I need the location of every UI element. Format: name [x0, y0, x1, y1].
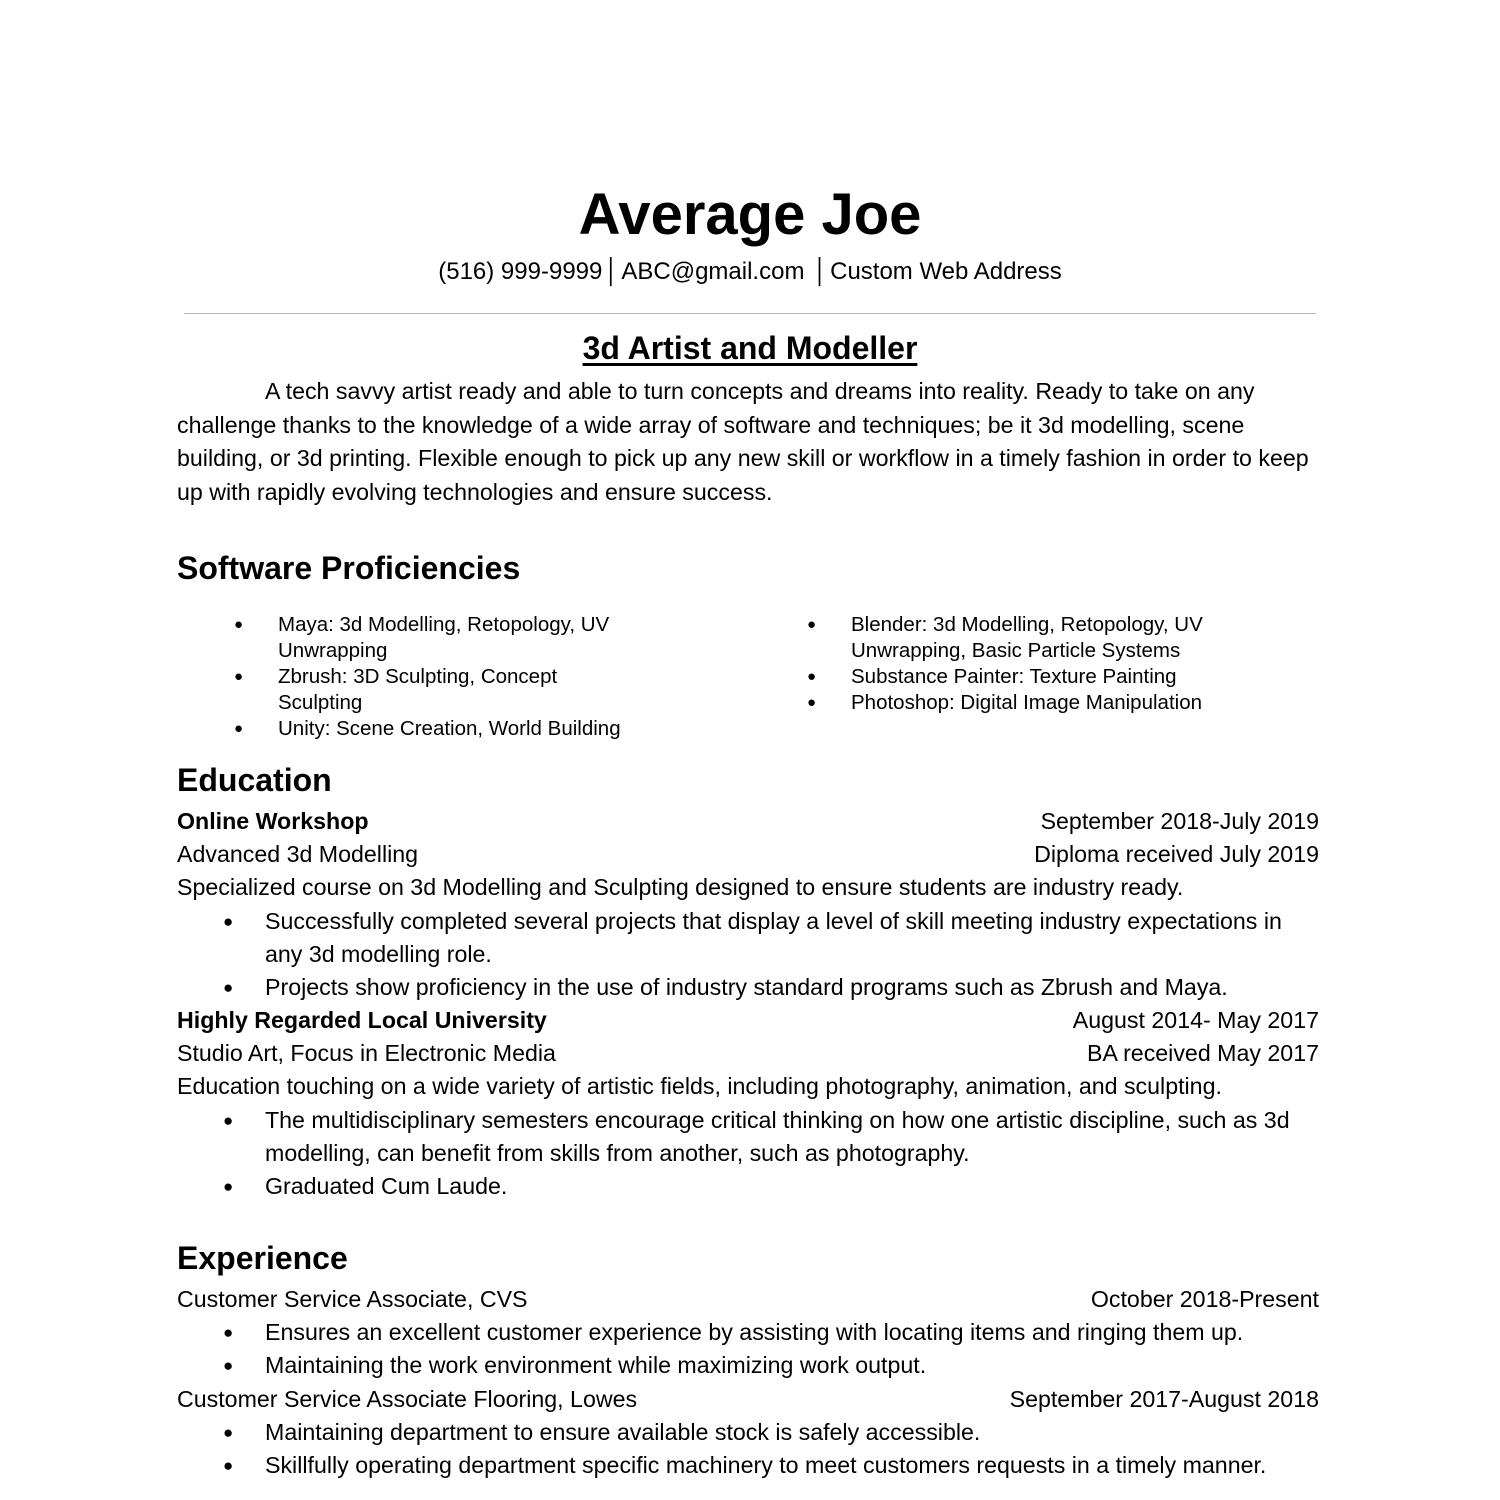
education-header-row — [177, 1004, 1319, 1037]
experience-header-row — [177, 1283, 1319, 1316]
job-dates: October 2018-Present — [1090, 1286, 1319, 1312]
experience-entry — [177, 1383, 1319, 1483]
education-entry — [177, 805, 1319, 1004]
skill-item: ● Unity: Scene Creation, World Building — [234, 716, 634, 742]
experience-bullets — [177, 1316, 1319, 1382]
job-title: 3d Artist and Modeller — [582, 330, 918, 366]
skill-item: ● Zbrush: 3D Sculpting, Concept Sculpting — [234, 664, 634, 716]
credential: BA received May 2017 — [1086, 1040, 1319, 1067]
program-name: Studio Art, Focus in Electronic Media — [177, 1040, 556, 1067]
job-role: Customer Service Associate, CVS — [177, 1286, 528, 1312]
header-divider — [184, 313, 1316, 314]
bullet-item: ● The multidisciplinary semesters encourage critical thinking on how one artistic discipline, such as 3d modelling, can benefit from skills from another, such as photography. — [177, 1104, 1319, 1170]
experience-bullets — [177, 1416, 1319, 1482]
credential: Diploma received July 2019 — [1034, 841, 1319, 868]
education-entry — [177, 1004, 1319, 1203]
contact-separator: │ — [604, 258, 620, 285]
contact-line — [0, 256, 1500, 288]
institution-name: Highly Regarded Local University — [177, 1007, 547, 1033]
education-header-row — [177, 805, 1319, 838]
program-name: Advanced 3d Modelling — [177, 841, 419, 868]
software-skill-list — [177, 612, 1323, 742]
experience-entry — [177, 1283, 1319, 1383]
education-description: Specialized course on 3d Modelling and Sculpting designed to ensure students are industry ready. — [177, 874, 1184, 901]
education-dates: August 2014- May 2017 — [1072, 1007, 1319, 1033]
education-program-row — [177, 838, 1319, 871]
bullet-item: ● Projects show proficiency in the use of industry standard programs such as Zbrush and Maya. — [177, 971, 1319, 1004]
education-description: Education touching on a wide variety of artistic fields, including photography, animation, and sculpting. — [177, 1073, 1222, 1100]
education-bullets — [177, 905, 1319, 1005]
software-heading: Software Proficiencies — [177, 550, 521, 586]
phone-number: (516) 999-9999 — [438, 258, 603, 285]
candidate-name: Average Joe — [578, 182, 922, 247]
bullet-item: ● Maintaining department to ensure available stock is safely accessible. — [177, 1416, 1319, 1449]
summary-paragraph: A tech savvy artist ready and able to turn concepts and dreams into reality. Ready to take on any challenge thanks to the knowledge of a wide array of software and techniques; be it 3d modelling, scene building, or 3d printing. Flexible enough to pick up any new skill or workflow in a timely fashion in order to keep up with rapidly evolving technologies and ensure success. — [177, 378, 1309, 505]
bullet-item: ● Graduated Cum Laude. — [177, 1170, 1319, 1203]
skill-item: ● Photoshop: Digital Image Manipulation — [807, 690, 1217, 716]
email-address: ABC@gmail.com — [621, 258, 805, 285]
experience-heading: Experience — [177, 1240, 348, 1276]
skill-column-right — [752, 612, 1323, 742]
job-role: Customer Service Associate Flooring, Lowes — [177, 1386, 638, 1412]
bullet-item: ● Ensures an excellent customer experience by assisting with locating items and ringing them up. — [177, 1316, 1319, 1349]
skill-item: ● Maya: 3d Modelling, Retopology, UV Unwrapping — [234, 612, 634, 664]
institution-name: Online Workshop — [177, 808, 369, 834]
education-bullets — [177, 1104, 1319, 1204]
skill-item: ● Substance Painter: Texture Painting — [807, 664, 1217, 690]
education-program-row — [177, 1037, 1319, 1070]
job-dates: September 2017-August 2018 — [1009, 1386, 1319, 1412]
bullet-item: ● Skillfully operating department specific machinery to meet customers requests in a timely manner. — [177, 1449, 1319, 1482]
website-address: Custom Web Address — [830, 258, 1062, 285]
experience-header-row — [177, 1383, 1319, 1416]
education-heading: Education — [177, 762, 332, 798]
bullet-item: ● Successfully completed several projects that display a level of skill meeting industry expectations in any 3d modelling role. — [177, 905, 1319, 971]
bullet-item: ● Maintaining the work environment while maximizing work output. — [177, 1349, 1319, 1382]
skill-column-left — [177, 612, 752, 742]
skill-item: ● Blender: 3d Modelling, Retopology, UV Unwrapping, Basic Particle Systems — [807, 612, 1217, 664]
education-dates: September 2018-July 2019 — [1040, 808, 1319, 834]
contact-separator: │ — [813, 258, 829, 285]
